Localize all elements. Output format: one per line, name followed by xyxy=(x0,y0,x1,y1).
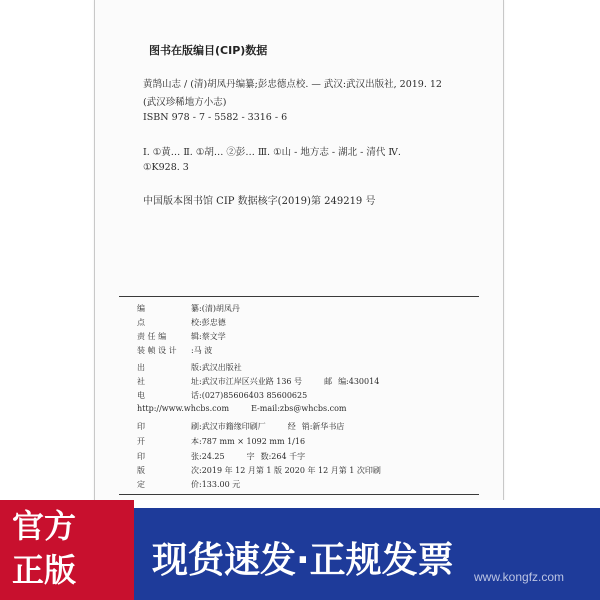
info-value: 本:787 mm × 1092 mm 1/16 xyxy=(191,437,306,446)
info-website: http://www.whcbs.com xyxy=(137,404,230,413)
info-value: 校:彭忠德 xyxy=(191,318,226,327)
info-row-phone xyxy=(137,390,307,401)
cip-line-subjects: Ⅰ. ①黄… Ⅱ. ①胡… ②彭… Ⅲ. ①山 - 地方志 - 湖北 - 清代 Ⅳ. xyxy=(143,147,401,158)
info-label: 装 帧 设 计 xyxy=(137,346,177,355)
cip-line-title: 黄鹄山志 / (清)胡凤丹编纂;彭忠德点校. — 武汉:武汉出版社, 2019. 12 xyxy=(143,79,442,90)
info-label: 责 任 编 xyxy=(137,332,167,341)
info-email: E-mail:zbs@whcbs.com xyxy=(251,404,347,413)
info-value: 次:2019 年 12 月第 1 版 2020 年 12 月第 1 次印刷 xyxy=(191,466,381,475)
info-value: 址:武汉市江岸区兴业路 136 号 xyxy=(191,377,303,386)
official-badge-line2: 正版 xyxy=(12,551,77,589)
info-label-secondary: 字 xyxy=(246,452,255,461)
cip-line-isbn: ISBN 978 - 7 - 5582 - 3316 - 6 xyxy=(143,112,288,123)
info-label: 印 xyxy=(137,422,145,431)
info-value-secondary: 销:新华书店 xyxy=(301,422,345,431)
info-row-printer xyxy=(137,421,344,432)
info-label: 社 xyxy=(137,377,145,386)
info-value: 纂:(清)胡凤丹 xyxy=(191,304,240,313)
info-label: 点 xyxy=(137,318,145,327)
cip-heading: 图书在版编目(CIP)数据 xyxy=(149,44,268,57)
info-label: 出 xyxy=(137,363,145,372)
info-value: 张:24.25 xyxy=(191,452,225,461)
info-row-format xyxy=(137,436,305,447)
promo-banner xyxy=(134,508,600,600)
info-label: 电 xyxy=(137,391,145,400)
info-label-secondary: 邮 xyxy=(324,377,333,386)
info-label: 版 xyxy=(137,466,145,475)
divider-bottom xyxy=(119,494,479,495)
info-value: 话:(027)85606403 85600625 xyxy=(191,391,308,400)
info-value: 刷:武汉市籍缘印刷厂 xyxy=(191,422,266,431)
info-value: 辑:蔡文学 xyxy=(191,332,226,341)
info-row-editor xyxy=(137,303,240,314)
info-value: 版:武汉出版社 xyxy=(191,363,242,372)
info-value: 价:133.00 元 xyxy=(191,480,241,489)
watermark-text: www.kongfz.com xyxy=(474,570,565,584)
info-row-sheets xyxy=(137,451,305,462)
info-row-proofreader xyxy=(137,317,226,328)
info-row-edition xyxy=(137,465,381,476)
info-label: 编 xyxy=(137,304,145,313)
info-row-web xyxy=(137,404,347,413)
book-page xyxy=(94,0,504,540)
info-label-secondary: 经 xyxy=(287,422,296,431)
info-label: 定 xyxy=(137,480,145,489)
cip-line-classification: ①K928. 3 xyxy=(143,162,189,173)
official-badge xyxy=(0,500,134,600)
info-row-price xyxy=(137,479,240,490)
info-label: 印 xyxy=(137,452,145,461)
info-label: 开 xyxy=(137,437,145,446)
divider-top xyxy=(119,296,479,297)
cip-line-record-number: 中国版本图书馆 CIP 数据核字(2019)第 249219 号 xyxy=(143,196,376,207)
info-value: :马 波 xyxy=(191,346,213,355)
info-row-publisher xyxy=(137,362,242,373)
official-badge-line1: 官方 xyxy=(12,507,77,545)
info-row-designer xyxy=(137,345,212,356)
info-value-secondary: 数:264 千字 xyxy=(260,452,306,461)
info-row-address xyxy=(137,376,379,387)
cip-line-series: (武汉珍稀地方小志) xyxy=(143,97,227,108)
promo-banner-text: 现货速发·正规发票 xyxy=(152,540,454,581)
info-row-responsible-editor xyxy=(137,331,226,342)
info-value-secondary: 编:430014 xyxy=(338,377,380,386)
